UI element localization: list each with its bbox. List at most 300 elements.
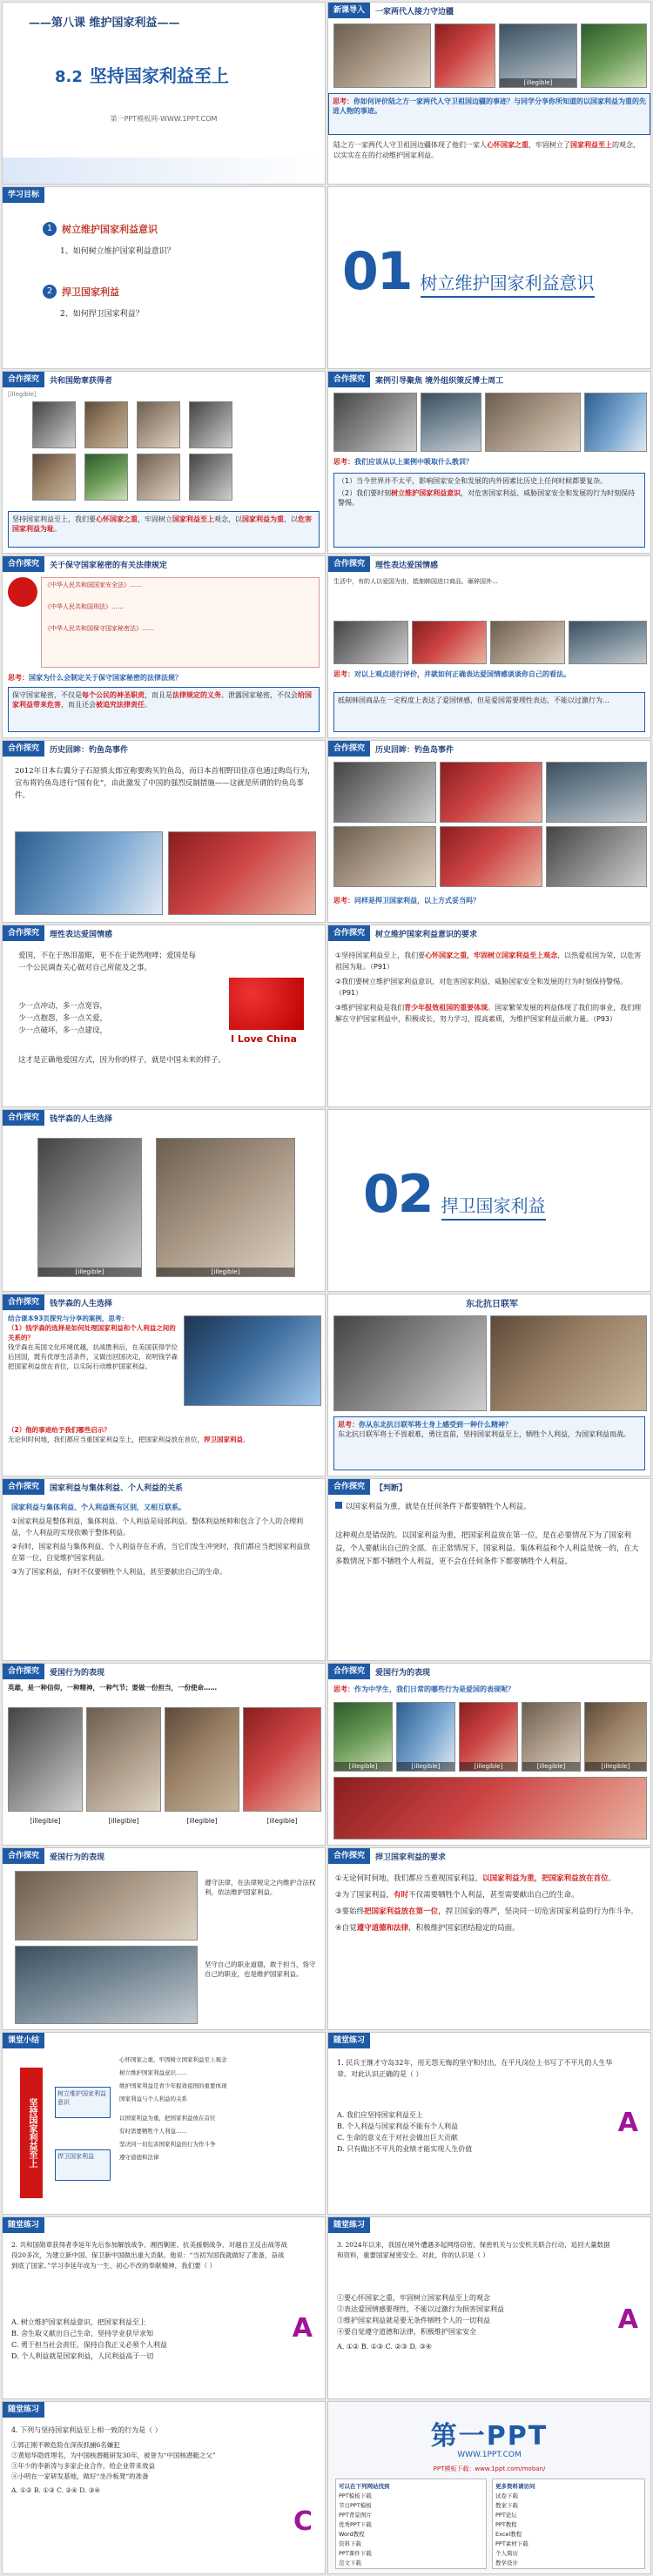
section-subtitle: 【判断】	[375, 1483, 407, 1493]
req-3-pre: ③维护国家利益是我们	[335, 1004, 405, 1012]
photo-young-qian	[37, 1138, 142, 1277]
section-tag: 合作探究	[3, 1848, 44, 1864]
section-subtitle: 钱学森的人生选择	[50, 1114, 113, 1124]
summary-keyword-3: 国家利益为重	[242, 515, 284, 523]
link-11[interactable]: PPT论坛	[495, 2512, 517, 2519]
requirement-3	[335, 1906, 643, 1919]
photo-monument	[333, 1315, 487, 1411]
activity-photo-3	[459, 1702, 518, 1772]
section-subtitle: 历史回眸：钓鱼岛事件	[375, 745, 454, 755]
section-tag: 合作探究	[3, 741, 44, 757]
activity-photo-4	[522, 1702, 581, 1772]
section-subtitle: 理性表达爱国情感	[375, 561, 439, 570]
photo-strip-caption: [illegible]	[8, 391, 37, 398]
slide-patriotism-poem[interactable]	[2, 925, 326, 1107]
requirements-list	[335, 1873, 643, 1935]
section-subtitle: 国家利益与集体利益、个人利益的关系	[50, 1483, 184, 1493]
option-c[interactable]: C. 勇于担当社会责任，保持自我正义必须个人利益	[11, 2341, 167, 2349]
photo-case-2	[421, 393, 481, 452]
link-4[interactable]: 优秀PPT下载	[339, 2521, 372, 2528]
discussion-text-2	[8, 1425, 320, 1444]
summary-keyword-1: 心怀国家之重	[96, 515, 138, 523]
answer-2-pre: （2）我们要时刻	[338, 489, 392, 497]
summary-branch-2: 捍卫国家利益	[55, 2149, 111, 2181]
slide-northeast-army[interactable]	[327, 1294, 651, 1476]
hero-photo-4	[243, 1707, 321, 1812]
slide-espionage-case[interactable]	[327, 371, 651, 554]
req-1-end: 。	[608, 1874, 616, 1883]
question-2: （2）他的事迹给予我们哪些启示？	[8, 1426, 111, 1434]
brand-url[interactable]: WWW.1PPT.COM	[457, 2451, 522, 2459]
answer-choices[interactable]: A. ①② B. ①③ C. ②③ D. ③④	[337, 2343, 432, 2351]
judgement-question	[335, 1502, 643, 1513]
link-12[interactable]: PPT教程	[495, 2521, 517, 2528]
summary-end: 。	[54, 525, 61, 533]
summary-leaf-1: 心怀国家之重，牢固树立国家利益至上观念	[119, 2056, 227, 2063]
slide-section-02[interactable]	[327, 1109, 651, 1292]
goal-2-number: 2	[43, 285, 57, 299]
link-16[interactable]: 教学设计	[495, 2559, 518, 2566]
answer-2-keyword: 树立维护国家利益意识	[391, 489, 461, 497]
think-question: 你如何评价陆之方一家两代人守卫祖国边疆的事迹？与同学分享你所知道的以国家利益为重的先进人物的事迹。	[333, 98, 646, 115]
requirement-1	[335, 1873, 643, 1886]
summary-branch-1: 树立维护国家利益意识	[55, 2087, 111, 2118]
portrait-6	[84, 454, 128, 501]
think-line	[333, 669, 645, 680]
china-map-icon	[229, 978, 304, 1030]
lesson-title: 坚持国家利益至上	[89, 65, 229, 86]
answer-2-end: 。	[243, 1436, 250, 1443]
hero-name-1: [illegible]	[30, 1817, 61, 1825]
section-tag: 合作探究	[328, 925, 370, 941]
activity-label-3: [illegible]	[460, 1762, 517, 1771]
photo-flag	[434, 24, 495, 88]
section-subtitle: 爱国行为的表现	[50, 1853, 105, 1862]
section-subtitle: 钱学森的人生选择	[50, 1299, 113, 1308]
hero-photo-3	[165, 1707, 239, 1812]
slide-diaoyu-reactions[interactable]	[327, 740, 651, 923]
slide-interest-relations[interactable]	[2, 1478, 326, 1661]
option-1: ①要心怀国家之重，牢固树立国家利益至上的观念	[337, 2294, 490, 2302]
option-a[interactable]: A. 我们应坚持国家利益至上	[337, 2111, 423, 2119]
slide-exercise-1[interactable]	[327, 2032, 651, 2215]
summary-leaf-8: 遵守道德和法律	[119, 2154, 159, 2161]
case-text: 生活中，有的人以爱国为由，抵制韩国进口商品、砸碎国外…	[333, 578, 498, 585]
section-number: 01	[342, 241, 412, 302]
slide-law-morality[interactable]	[2, 1847, 326, 2030]
summary-leaves	[119, 2055, 316, 2162]
goal-2-title: 捍卫国家利益	[62, 286, 119, 298]
answer-text	[333, 140, 645, 161]
brand-logo: 第一PPT	[430, 2421, 549, 2452]
slide-rational-patriotism[interactable]	[327, 555, 651, 738]
national-emblem-icon	[8, 577, 37, 607]
slide-medal-winners[interactable]	[2, 371, 326, 554]
option-c[interactable]: C. 生命的意义在于对社会做出巨大贡献	[337, 2134, 458, 2142]
question-text: 2. 共和国勋章获得者李延年先后参加解放战争、湘西剿匪、抗美援朝战争、对越自卫反击战等战役20多次，为建立新中国、保卫新中国做出重大贡献。他说：“当初为国我就做好了准备，奋战到底了国家。”学习李延年成为一生、初心不改的奉献精神，我们要（ ）	[11, 2241, 288, 2270]
link-3[interactable]: PPT背景图片	[339, 2512, 372, 2519]
think-line	[333, 457, 645, 467]
photo-reaction-5	[440, 826, 542, 887]
req-1-pre: ①坚持国家利益至上，我们要	[335, 952, 426, 959]
slide-qian-xuesen[interactable]	[2, 1109, 326, 1292]
section-tag: 合作探究	[328, 1848, 370, 1864]
option-b[interactable]: B. 个人利益与国家利益不能有个人利益	[337, 2122, 458, 2130]
section-tag: 合作探究	[3, 556, 44, 572]
cartoon-1	[15, 1871, 198, 1940]
answer-1: （1）当今世界并不太平，影响国家安全和发展的内外因素比历史上任何时候都要复杂。	[338, 477, 608, 485]
goal-1-question: 1、如何树立维护国家利益意识？	[60, 247, 175, 256]
decor-footer	[3, 158, 325, 184]
relation-2: ②有时，国家利益与集体利益、个人利益存在矛盾，当它们发生冲突时，我们都应当把国家利益放在第一位，自觉维护国家利益。	[11, 1543, 311, 1562]
section-tag: 合作探究	[328, 372, 370, 387]
answer-post: 的观念，以实实在在的行动维护国家利益。	[333, 141, 640, 159]
activity-photo-2	[396, 1702, 455, 1772]
photo-caption-1: [illegible]	[38, 1268, 141, 1276]
section-subtitle: 理性表达爱国情感	[50, 930, 113, 939]
requirement-2: ②我们要树立维护国家利益意识，对危害国家利益、威胁国家安全和发展的行为时刻保持警惕。（P91）	[335, 978, 628, 997]
req-3-keyword: 把国家利益放在第一位	[364, 1907, 439, 1916]
answer-mid: ，而且是	[145, 691, 172, 699]
hero-name-3: [illegible]	[186, 1817, 218, 1825]
req-1-post: ，以热爱祖国为荣，以危害祖国为耻。（P91）	[335, 952, 642, 971]
slide-credits[interactable]	[327, 2401, 651, 2574]
link-10[interactable]: 教案下载	[495, 2502, 518, 2509]
hero-name-4: [illegible]	[266, 1817, 298, 1825]
poem-stanza-1: 爱国，不在于热泪盈眶，更不在于徒然咆哮；爱国是每一个公民调查关心做对自己所能及之事。	[18, 952, 197, 972]
option-4: ④小明在一家研发基地，做好“坐冷板凳”的准备	[11, 2472, 149, 2480]
summary-post: 观念，以	[214, 515, 242, 523]
answer-letter: A	[617, 2108, 638, 2138]
slide-awareness-requirements[interactable]	[327, 925, 651, 1107]
photo-protest-3	[490, 621, 565, 664]
relation-intro: 国家利益与集体利益、个人利益既有区别，又相互联系。	[11, 1503, 185, 1511]
slide-secrecy-law[interactable]	[2, 555, 326, 738]
think-box	[328, 93, 650, 135]
think-prefix: 思考：	[8, 674, 29, 682]
photo-qian-portrait	[184, 1315, 321, 1406]
answer-box: 抵制韩国商品在一定程度上表达了爱国情感，但是爱国需要理性表达，不能以过激行为…	[333, 692, 645, 732]
requirement-3	[335, 1002, 643, 1025]
portrait-4	[189, 401, 232, 448]
photo-caption: [illegible]	[500, 78, 576, 87]
think-question: 同样是捍卫国家利益，以上方式妥当吗？	[354, 897, 480, 905]
link-13[interactable]: Excel教程	[495, 2531, 522, 2538]
req-2-post: 不仅需要牺牲个人利益，甚至需要献出自己的生命。	[408, 1891, 579, 1900]
promo-line[interactable]: PPT模板下载：www.1ppt.com/moban/	[433, 2465, 546, 2472]
link-15[interactable]: 个人简历	[495, 2550, 518, 2557]
cartoon-2	[15, 1946, 198, 2024]
section-tag: 随堂练习	[3, 2217, 44, 2233]
photo-reaction-4	[333, 826, 436, 887]
photo-protest-1	[333, 621, 408, 664]
portrait-8	[189, 454, 232, 501]
think-prefix: 思考：	[333, 897, 354, 905]
slide-exercise-4[interactable]	[2, 2401, 326, 2574]
think-line	[333, 1685, 645, 1695]
section-subtitle: 爱国行为的表现	[375, 1668, 431, 1678]
activity-banner	[333, 1777, 647, 1840]
slide-qian-choice[interactable]	[2, 1294, 326, 1476]
answer-letter: A	[617, 2304, 638, 2335]
requirements-list	[335, 950, 643, 1025]
photo-reaction-3	[546, 762, 647, 823]
think-question: 国家为什么会制定关于保守国家秘密的法律法规？	[29, 674, 182, 682]
photo-soldiers	[333, 24, 431, 88]
slide-student-patriotism[interactable]	[327, 1663, 651, 1846]
option-3: ③年少的李新涛与多家企业合作，给企业带来效益	[11, 2462, 155, 2470]
hero-photo-1	[8, 1707, 83, 1812]
link-7[interactable]: PPT课件下载	[339, 2550, 372, 2557]
section-subtitle: 案例引导聚焦 境外组织策反博士周工	[375, 376, 504, 386]
summary-leaf-4: 国家利益与个人利益的关系	[119, 2095, 187, 2102]
judgement-answer: 这种观点是错误的。以国家利益为重，把国家利益放在第一位，是在必要情况下为了国家利益，个人要献出自己的全部。在正常情况下，国家利益、集体利益和个人利益是统一的，在大多数情况下都不牺牲个人利益，更不会在任何条件下都要牺牲个人利益。	[335, 1531, 639, 1566]
law-excerpt-3: 《中华人民共和国保守国家秘密法》……	[44, 625, 154, 632]
answer-2-keyword: 捍卫国家利益	[204, 1436, 243, 1443]
section-tag: 合作探究	[3, 1664, 44, 1679]
activity-photo-1	[333, 1702, 393, 1772]
link-6[interactable]: 资料下载	[339, 2540, 361, 2547]
answer-post: 。泄露国家秘密，不仅会	[221, 691, 298, 699]
answer-choices[interactable]: A. ①② B. ①③ C. ②④ D. ③④	[11, 2486, 101, 2494]
photo-case-4	[584, 393, 647, 452]
question-text: 3. 2024年以来，我国在境外遭遇多起网络窃密，保密机关与公安机关联合行动，追回大量数据和资料，重要国家秘密安全。对此，你的认识是（ ）	[337, 2241, 610, 2259]
section-subtitle: 爱国行为的表现	[50, 1668, 105, 1678]
req-3-post: ，捍卫国家的尊严，坚决同一切危害国家利益的行为作斗争。	[438, 1907, 638, 1916]
photo-reaction-6	[546, 826, 647, 887]
unit-title: ——第八课 维护国家利益——	[29, 17, 180, 30]
heroes-header: 英雄，是一种信仰，一种精神，一种气节；要做一份担当，一份使命……	[8, 1684, 217, 1692]
options-list	[337, 2292, 616, 2352]
photo-case-3	[485, 393, 581, 452]
section-tag: 合作探究	[3, 372, 44, 387]
photo-reaction-2	[440, 762, 542, 823]
section-tag: 合作探究	[328, 741, 370, 757]
photo-reaction-1	[333, 762, 436, 823]
section-title: 树立维护国家利益意识	[421, 269, 595, 298]
requirement-1	[335, 950, 643, 972]
photo-village	[499, 24, 577, 88]
link-1[interactable]: PPT模板下载	[339, 2492, 372, 2499]
portrait-2	[84, 401, 128, 448]
section-subtitle: 共和国勋章获得者	[50, 376, 113, 386]
slide-heroes[interactable]	[2, 1663, 326, 1846]
section-tag: 合作探究	[3, 1110, 44, 1126]
link-14[interactable]: PPT素材下载	[495, 2540, 528, 2547]
req-2-pre: ②为了国家利益，	[335, 1891, 394, 1900]
section-subtitle: 关于保守国家秘密的有关法律规定	[50, 561, 168, 570]
link-2[interactable]: 节日PPT模板	[339, 2502, 372, 2509]
think-line	[333, 896, 645, 906]
think-prefix: 思考：	[333, 458, 354, 466]
answer-letter: C	[293, 2506, 313, 2537]
options-list	[11, 2440, 290, 2496]
case-text: 2012年日本右翼分子石原慎太郎宣称要购买钓鱼岛，而日本首相野田佳彦也通过购岛行为，宣布将钓鱼岛进行“国有化”，由此激发了中国的强烈反制措施——这就是所谓的钓鱼岛事件。	[15, 767, 315, 800]
answer-2-pre: 无论何时何地，我们都应当重国家利益至上，把国家利益放在首位，	[8, 1436, 204, 1443]
think-question: 对以上观点进行评价，并就如何正确表达爱国情感谈谈你自己的看法。	[354, 670, 570, 678]
answer-keyword-2: 国家利益至上	[570, 141, 612, 149]
bullet-2: 坚守自己的职业道德，敢于担当，恪守自己的职业，也是维护国家利益。	[205, 1961, 316, 1978]
req-4-pre: ④自觉	[335, 1924, 357, 1933]
summary-leaf-5: 以国家利益为重，把国家利益放在首位	[119, 2115, 216, 2122]
answer-text: 东北抗日联军将士不畏艰难，勇往直前，坚持国家利益至上，牺牲个人利益，为国家利益而战。	[338, 1430, 630, 1438]
hero-name-2: [illegible]	[108, 1817, 139, 1825]
activity-label-5: [illegible]	[585, 1762, 646, 1771]
slide-summary-map[interactable]	[2, 2032, 326, 2215]
think-question: 我们应该从以上案例中吸取什么教训？	[354, 458, 473, 466]
slide-defend-requirements[interactable]	[327, 1847, 651, 2030]
links-right-title: 更多资料请访问	[495, 2483, 535, 2490]
option-3: ③维护国家利益就是要无条件牺牲个人的一切利益	[337, 2317, 490, 2324]
answer-keyword-4: 被追究法律责任	[96, 701, 145, 709]
section-tag: 合作探究	[328, 1479, 370, 1495]
req-3-post: 。国家繁荣发展的利益体现了我们的事业，我们理解在守护国家利益中，积极成长，努力学习，提高素质，为维护国家利益贡献力量。（P93）	[335, 1004, 642, 1023]
think-prefix: 思考：	[333, 98, 353, 105]
relation-3: ③为了国家利益，有时不仅要牺牲个人利益，甚至要献出自己的生命。	[11, 1568, 227, 1576]
section-subtitle: 捍卫国家利益的要求	[375, 1853, 447, 1862]
requirement-2	[335, 1889, 643, 1902]
link-8[interactable]: 范文下载	[339, 2559, 361, 2566]
think-prefix: 思考：	[333, 670, 354, 678]
discussion-intro: 结合课本93页探究与分享的案例，思考：	[8, 1315, 128, 1322]
hero-photo-2	[86, 1707, 161, 1812]
links-left	[335, 2478, 487, 2569]
love-china-label: I Love China	[231, 1033, 297, 1045]
law-excerpt-2: 《中华人民共和国刑法》……	[44, 603, 124, 610]
answer-pre: 陆之方一家两代人守卫祖国边疆体现了他们一家人	[333, 141, 487, 149]
slide-judgement[interactable]	[327, 1478, 651, 1661]
portrait-5	[32, 454, 76, 501]
req-1-pre: ①无论何时何地，我们都应当重视国家利益，	[335, 1874, 483, 1883]
option-b[interactable]: B. 舍生取义献出自己生命，坚持学业获早求知	[11, 2330, 153, 2337]
section-number: 02	[363, 1164, 433, 1225]
requirement-4	[335, 1922, 643, 1935]
portrait-1	[32, 401, 76, 448]
section-tag: 合作探究	[3, 1295, 44, 1310]
photo-case-1	[333, 393, 417, 452]
photo-protest-2	[412, 621, 487, 664]
section-tag: 合作探究	[3, 925, 44, 941]
slide-exercise-3[interactable]	[327, 2216, 651, 2399]
slide-intro[interactable]	[327, 2, 651, 185]
section-subtitle: 历史回眸：钓鱼岛事件	[50, 745, 129, 755]
photo-protest-banner	[168, 831, 316, 915]
links-right	[492, 2478, 645, 2569]
section-subtitle: 树立维护国家利益意识的要求	[375, 930, 478, 939]
link-5[interactable]: Word教程	[339, 2531, 365, 2538]
slide-diaoyu-history[interactable]	[2, 740, 326, 923]
bullet-icon	[335, 1502, 342, 1509]
photo-caption-2: [illegible]	[157, 1268, 294, 1276]
relation-1: ①国家利益是整体利益，集体利益、个人利益是局部利益。整体利益统帅和包含了个人的合理利益，个人利益的实现依赖于整体利益。	[11, 1517, 304, 1537]
summary-center: 坚持国家利益至上	[20, 2068, 43, 2198]
judgement-statement: 以国家利益为重，就是在任何条件下都要牺牲个人利益。	[346, 1503, 531, 1511]
summary-leaf-3: 维护国家利益是青少年报效祖国的重要体现	[119, 2082, 227, 2089]
question-1: （1）钱学森的选择是如何处理国家利益和个人利益之间的关系的？	[8, 1324, 176, 1342]
law-excerpt-1: 《中华人民共和国国家安全法》……	[44, 582, 142, 589]
goal-2-question: 2、如何捍卫国家利益？	[60, 310, 144, 319]
section-tag: 合作探究	[328, 556, 370, 572]
answer-2-post: ，对危害国家利益、威胁国家安全和发展的行为时刻保持警惕。	[338, 489, 636, 507]
summary-post-2: ，以	[284, 515, 298, 523]
answer-keyword-1: 每个公民的神圣职责	[82, 691, 145, 699]
option-2: ②黄旭华隐姓埋名，为中国核潜艇研发30年，被誉为“中国核潜艇之父”	[11, 2452, 216, 2459]
think-prefix: 思考：	[333, 1685, 354, 1693]
poem-stanza-2: 少一点冲动，多一点宽容， 少一点抱怨，多一点关爱， 少一点破坏，多一点建设，	[18, 1002, 108, 1035]
option-a[interactable]: A. 树立维护国家利益意识，把国家利益至上	[11, 2318, 146, 2326]
req-4-keyword: 遵守道德和法律	[356, 1924, 409, 1933]
section-tag: 课堂小结	[3, 2033, 44, 2048]
summary-mid: ，牢固树立	[138, 515, 172, 523]
answer-box	[8, 687, 320, 732]
section-title: 捍卫国家利益	[441, 1192, 546, 1221]
activity-label-1: [illegible]	[334, 1762, 392, 1771]
slide-section-01[interactable]	[327, 186, 651, 369]
photo-general	[490, 1315, 647, 1411]
goal-1-number: 1	[43, 222, 57, 236]
portrait-3	[137, 401, 180, 448]
answer-end: 。	[145, 701, 151, 709]
slide-title[interactable]	[2, 2, 326, 185]
photo-protest-4	[569, 621, 647, 664]
option-1: ①郭正刚不顾危险在深夜抓捕6名嫌犯	[11, 2441, 120, 2449]
options-list	[337, 2109, 616, 2155]
poem-stanza-3: 这才是正确地爱国方式，因为你的样子，就是中国未来的样子。	[18, 1056, 226, 1065]
summary-leaf-7: 坚决同一切危害国家利益的行为作斗争	[119, 2141, 216, 2148]
summary-pre: 坚持国家利益至上，我们要	[12, 515, 96, 523]
photo-qian-elderly	[156, 1138, 295, 1277]
law-excerpts	[41, 577, 320, 668]
activity-photo-5	[584, 1702, 647, 1772]
summary-leaf-6: 有时需要牺牲个人利益……	[119, 2128, 187, 2135]
option-d[interactable]: D. 个人利益就是国家利益，人民利益高于一切	[11, 2352, 154, 2360]
answer-box	[333, 473, 645, 548]
options-list	[11, 2317, 290, 2362]
section-tag: 随堂练习	[3, 2402, 44, 2418]
links-left-title: 可以在下列网站找到	[339, 2483, 390, 2490]
summary-keyword-4: 危害国家利益为耻	[12, 515, 312, 533]
req-1-keyword: 心怀国家之重，牢固树立国家利益至上观念	[425, 952, 558, 959]
option-d[interactable]: D. 只有做出不平凡的业绩才能实现人生价值	[337, 2145, 473, 2153]
section-tag: 合作探究	[3, 1479, 44, 1495]
answer-keyword-3: 给国家利益带来危害	[12, 691, 312, 709]
think-line	[8, 673, 320, 683]
activity-label-4: [illegible]	[522, 1762, 580, 1771]
req-4-post: ，积极维护国家团结稳定的局面。	[408, 1924, 520, 1933]
think-question: 你从东北抗日联军将士身上感受到一种什么精神？	[359, 1421, 512, 1429]
option-4: ④要自觉遵守道德和法律，积极维护国家安全	[337, 2328, 476, 2336]
think-box	[333, 1416, 645, 1470]
slide-title: 东北抗日联军	[466, 1299, 518, 1309]
link-9[interactable]: 试卷下载	[495, 2492, 518, 2499]
answer-1: 钱学森在美国文化环境优越，抗战胜利后，在美国获得学位后回国，既有优厚生活条件，又做出回国决定，说明钱学森把国家利益放在首位，以实际行动维护国家利益。	[8, 1343, 178, 1370]
slide-exercise-2[interactable]	[2, 2216, 326, 2399]
discussion-text	[8, 1314, 178, 1371]
think-question: 作为中学生，我们日常的哪些行为是爱国的表现呢？	[354, 1685, 515, 1693]
section-tag: 新课导入	[328, 3, 370, 18]
think-prefix: 思考：	[338, 1421, 359, 1429]
answer-mid: ，牢固树立了	[528, 141, 570, 149]
req-3-keyword: 青少年报效祖国的重要体现	[404, 1004, 488, 1012]
req-1-keyword: 以国家利益为重，把国家利益放在首位	[482, 1874, 609, 1883]
relations-list	[11, 1502, 316, 1577]
summary-leaf-2: 树立维护国家利益意识……	[119, 2069, 187, 2076]
activity-label-2: [illegible]	[397, 1762, 454, 1771]
section-tag: 合作探究	[328, 1664, 370, 1679]
answer-keyword-2: 法律规定的义务	[172, 691, 221, 699]
slide-goals[interactable]	[2, 186, 326, 369]
question-text: 1. 民兵王继才守岛32年，用无怨无悔的坚守和付出，在平凡岗位上书写了不平凡的人生华章。对此认识正确的是（ ）	[337, 2059, 613, 2078]
